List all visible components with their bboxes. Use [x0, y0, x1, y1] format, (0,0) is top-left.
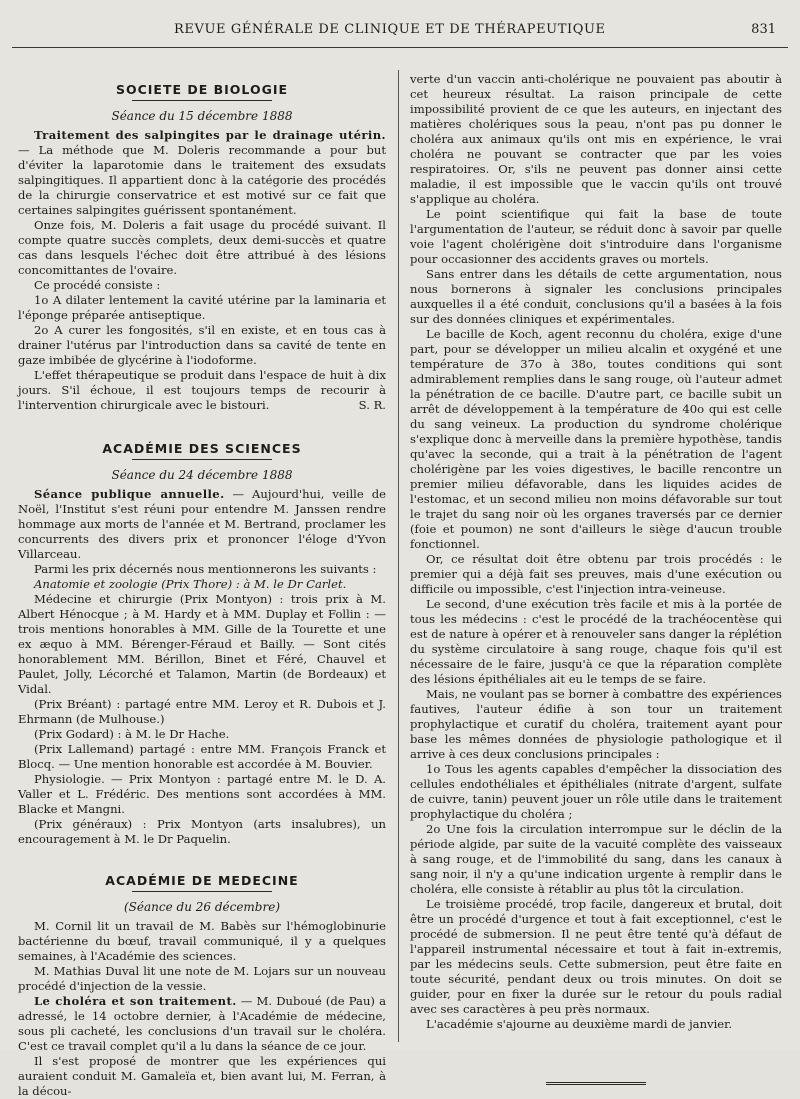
paragraph: Le second, d'une exécution très facile et mis à la portée de tous les médecins : c'est le procédé de la trachéocentèse qui est de nature à opérer et à renouveler sans danger la réplétion du système circulatoire à sang rouge, chaque fois qu'il est nécessaire de le faire, jusqu'à ce que la réparation complète des lésions épithéliales ait eu le temps de se faire.	[410, 597, 782, 686]
paragraph-heading: Traitement des salpingites par le drainage utérin.	[34, 128, 386, 142]
header-rule	[12, 47, 788, 48]
section-title-academie-sciences	[18, 441, 386, 460]
column-divider	[398, 70, 399, 1042]
paragraph: Ce procédé consiste :	[34, 278, 161, 292]
session-date: (Séance du 26 décembre)	[123, 900, 281, 914]
closing-rule	[546, 1084, 646, 1085]
paragraph: 1o Tous les agents capables d'empêcher la dissociation des cellules endothéliales et épithéliales (nitrate d'argent, sulfate de cuivre, tanin) peuvent jouer un rôle utile dans le traitement prophylactique du choléra ;	[410, 762, 782, 821]
paragraph	[18, 487, 386, 562]
paragraph: Or, ce résultat doit être obtenu par trois procédés : le premier qui a déjà fait ses preuves, mais d'une exécution ou difficile ou impossible, c'est l'injection intra-veineuse.	[410, 552, 782, 596]
paragraph: Le point scientifique qui fait la base de toute l'argumentation de l'auteur, se réduit donc à savoir par quelle voie l'agent cholérigène doit s'introduire dans l'organisme pour occasionner des accidents graves ou mortels.	[410, 207, 782, 266]
paragraph-text: — La méthode que M. Doleris recommande a pour but d'éviter la laparotomie dans le traitement des exsudats salpingitiques. Il appartient donc à la catégorie des procédés de la chirurgie conservatrice et est motivé sur ce fait que certaines salpingites guérissent spontanément.	[18, 143, 386, 217]
paragraph: Mais, ne voulant pas se borner à combattre des expériences fautives, l'auteur édifie à son tour un traitement prophylactique et curatif du choléra, traitement ayant pour base les mêmes données de physiologie pathologique et il arrive à ces deux conclusions principales :	[410, 687, 782, 761]
paragraph: (Prix généraux) : Prix Montyon (arts insalubres), un encouragement à M. le Dr Paquelin.	[18, 817, 386, 846]
section-title-text: ACADÉMIE DE MEDECINE	[105, 873, 299, 888]
section-title-text: SOCIETE DE BIOLOGIE	[115, 82, 289, 97]
session-date: Séance du 24 décembre 1888	[111, 468, 293, 482]
paragraph-text: L'effet thérapeutique se produit dans l'espace de huit à dix jours. S'il échoue, il est toujours temps de recourir à l'intervention chirurgicale avec le bistouri.	[18, 368, 386, 412]
section-title-societe-biologie	[18, 82, 386, 101]
paragraph	[18, 368, 386, 413]
paragraph: verte d'un vaccin anti-cholérique ne pouvaient pas aboutir à cet heureux résultat. La raison principale de cette impossibilité provient de ce que les auteurs, en injectant des matières cholériques sous la peau, n'ont pas pu donner le choléra aux animaux qu'ils ont mis en expérience, le vrai choléra ne pouvant se contracter que par les voies respiratoires. Or, s'ils ne peuvent pas donner ainsi cette maladie, il est impossible que le vaccin qu'ils ont trouvé s'applique au choléra.	[410, 72, 782, 206]
section-title-rule	[132, 891, 272, 892]
page-header	[0, 22, 800, 44]
paragraph-heading: Séance publique annuelle.	[34, 487, 225, 501]
section-title-rule	[132, 100, 272, 101]
section-title-academie-medecine	[18, 873, 386, 892]
paragraph-text: — M. Duboué (de Pau) a adressé, le 14 octobre dernier, à l'Académie de médecine, sous pli cacheté, les conclusions d'un travail sur le choléra. C'est ce travail complet qu'il a lu dans la séance de ce jour.	[18, 994, 386, 1053]
signature: S. R.	[358, 398, 386, 412]
paragraph: M. Cornil lit un travail de M. Babès sur l'hémoglobinurie bactérienne du bœuf, travail communiqué, il y a quelques semaines, à l'Académie des sciences.	[18, 919, 386, 963]
paragraph: Le bacille de Koch, agent reconnu du choléra, exige d'une part, pour se développer un milieu alcalin et oxygéné et une température de 37o à 38o, toutes conditions qui sont admirablement remplies dans le sang rouge, où l'auteur admet la pénétration de ce bacille. D'autre part, ce bacille subit un arrêt de développement à la température de 40o qui est celle du sang veineux. La production du syndrome cholérique s'explique donc à merveille dans la première hypothèse, tandis qu'avec la seconde, qui a trait à la pénétration de l'agent cholérigène par les voies digestives, le bacille rencontre un premier milieu défavorable, dans les liquides acides de l'estomac, et un second milieu non moins défavorable sur tout le trajet du sang noir où les organes traversés par ce dernier (foie et poumon) ne sont d'ailleurs le siège d'aucun trouble fonctionnel.	[410, 327, 782, 551]
paragraph: M. Mathias Duval lit une note de M. Lojars sur un nouveau procédé d'injection de la vessie.	[18, 964, 386, 993]
paragraph: Médecine et chirurgie (Prix Montyon) : trois prix à M. Albert Hénocque ; à M. Hardy et à MM. Duplay et Follin : — trois mentions honorables à MM. Gille de la Tourette et une ex æquo à MM. Bérenger-Féraud et Bailly. — Sont cités honorablement MM. Bérillon, Binet et Féré, Chauvel et Paulet, Jolly, Lécorché et Talamon, Martin (de Bordeaux) et Vidal.	[18, 592, 386, 696]
paragraph: 2o Une fois la circulation interrompue sur le déclin de la période algide, par suite de la vacuité complète des vaisseaux à sang rouge, et de l'immobilité du sang, dans les canaux à sang noir, il n'y a qu'une indication urgente à remplir dans le choléra, elle consiste à rétablir au plus tôt la circulation.	[410, 822, 782, 896]
paragraph: (Prix Lallemand) partagé : entre MM. François Franck et Blocq. — Une mention honorable est accordée à M. Bouvier.	[18, 742, 386, 771]
paragraph-heading: Le choléra et son traitement.	[34, 994, 237, 1008]
right-column	[410, 72, 782, 1085]
closing-rule	[546, 1082, 646, 1083]
paragraph: (Prix Bréant) : partagé entre MM. Leroy et R. Dubois et J. Ehrmann (de Mulhouse.)	[18, 697, 386, 726]
paragraph: Onze fois, M. Doleris a fait usage du procédé suivant. Il compte quatre succès complets, deux demi-succès et quatre cas dans lesquels l'échec doit être attribué à des lésions concomittantes de l'ovaire.	[18, 218, 386, 277]
paragraph: Parmi les prix décernés nous mentionnerons les suivants :	[34, 562, 377, 576]
paragraph: Le troisième procédé, trop facile, dangereux et brutal, doit être un procédé d'urgence et tout à fait exceptionnel, c'est le procédé de submersion. Il ne peut être tenté qu'à défaut de l'appareil instrumental nécessaire et tout à fait in-extremis, par les médecins seuls. Cette submersion, peut être faite en toute sécurité, pendant deux ou trois minutes. On doit se guider, pour en fixer la durée sur le retour du pouls radial avec ses caractères à peu près normaux.	[410, 897, 782, 1016]
paragraph: Anatomie et zoologie (Prix Thore) : à M. le Dr Carlet.	[34, 577, 347, 591]
paragraph: 1o A dilater lentement la cavité utérine par la laminaria et l'éponge préparée antiseptique.	[18, 293, 386, 322]
session-date: Séance du 15 décembre 1888	[111, 109, 293, 123]
paragraph	[18, 128, 386, 218]
paragraph	[18, 994, 386, 1054]
paragraph: Sans entrer dans les détails de cette argumentation, nous nous bornerons à signaler les conclusions principales auxquelles il a été conduit, conclusions qu'il a basées à la fois sur des données cliniques et expérimentales.	[410, 267, 782, 326]
paragraph: 2o A curer les fongosités, s'il en existe, et en tous cas à drainer l'utérus par l'introduction dans sa cavité de tente en gaze imbibée de glycérine à l'iodoforme.	[18, 323, 386, 367]
section-title-text: ACADÉMIE DES SCIENCES	[102, 441, 302, 456]
paragraph-text: — Aujourd'hui, veille de Noël, l'Institut s'est réuni pour entendre M. Janssen rendre hommage aux morts de l'année et M. Bertrand, proclamer les concurrents des divers prix et prononcer l'éloge d'Yvon Villarceau.	[18, 487, 386, 561]
page-number: 831	[751, 22, 776, 37]
paragraph: (Prix Godard) : à M. le Dr Hache.	[34, 727, 230, 741]
left-column	[18, 72, 386, 1099]
running-title: REVUE GÉNÉRALE DE CLINIQUE ET DE THÉRAPEUTIQUE	[174, 22, 606, 37]
paragraph: L'académie s'ajourne au deuxième mardi de janvier.	[426, 1017, 733, 1031]
paragraph: Physiologie. — Prix Montyon : partagé entre M. le D. A. Valler et L. Frédéric. Des mentions sont accordées à MM. Blacke et Mangni.	[18, 772, 386, 816]
paragraph: Il s'est proposé de montrer que les expériences qui auraient conduit M. Gamaleïa et, bien avant lui, M. Ferran, à la décou-	[18, 1054, 386, 1098]
section-title-rule	[132, 459, 272, 460]
